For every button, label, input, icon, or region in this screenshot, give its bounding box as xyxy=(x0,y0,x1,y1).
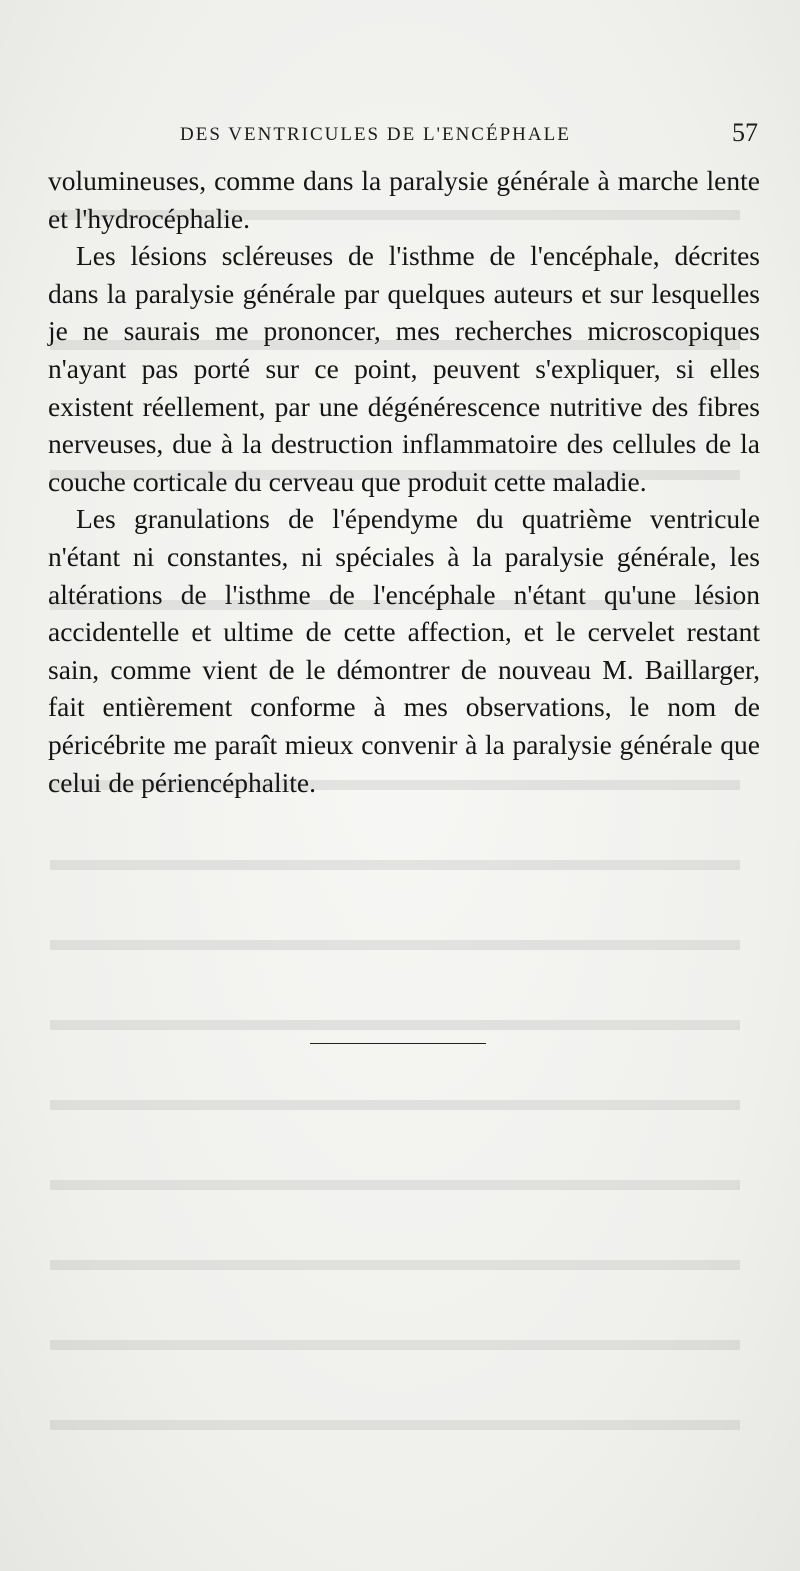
paragraph-continuation: volumineuses, comme dans la paralysie générale à marche lente et l'hydrocéphalie. xyxy=(48,165,760,234)
body-text xyxy=(48,162,760,801)
paragraph-granulations: Les granulations de l'épendyme du quatrième ventricule n'étant ni constantes, ni spéciales à la paralysie générale, les altérations de l'isthme de l'encéphale n'étant qu'une lésion accidentelle et ultime de cette affection, et le cervelet restant sain, comme vient de le démontrer de nouveau M. Baillarger, fait entièrement conforme à mes observations, le nom de péricébrite me paraît mieux convenir à la paralysie générale que celui de périencéphalite. xyxy=(48,503,760,798)
paragraph-lesions: Les lésions scléreuses de l'isthme de l'encéphale, décrites dans la paralysie générale par quelques auteurs et sur lesquelles je ne saurais me prononcer, mes recherches microscopiques n'ayant pas porté sur ce point, peuvent s'expliquer, si elles existent réellement, par une dégénérescence nutritive des fibres nerveuses, due à la destruction inflammatoire des cellules de la couche corticale du cerveau que produit cette maladie. xyxy=(48,240,760,497)
page-header xyxy=(48,118,760,152)
running-head: DES VENTRICULES DE L'ENCÉPHALE xyxy=(180,124,571,145)
page-number: 57 xyxy=(732,118,758,147)
section-divider xyxy=(310,1043,486,1044)
